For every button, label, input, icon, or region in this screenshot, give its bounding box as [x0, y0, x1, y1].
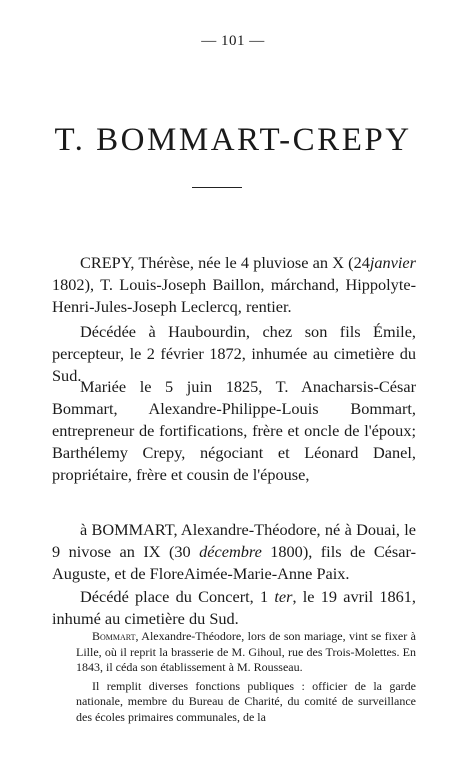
paragraph-spouse [52, 519, 416, 585]
paragraph-text: Décédée à Haubourdin, chez son fils Émile, percepteur, le 2 février 1872, inhumée au cimetière du Sud. [52, 322, 416, 385]
text-run: 1800), fils de César-Auguste, et de FloreAimée-Marie-Anne Paix. [52, 542, 416, 583]
paragraph-text: Mariée le 5 juin 1825, T. Anacharsis-César Bommart, Alexandre-Philippe-Louis Bommart, entrepreneur de fortifications, frère et oncle de l'époux; Barthélemy Crepy, négociant et Léonard Danel, propriétaire, frère et cousin de l'épouse, [52, 377, 416, 484]
text-run-italic: décembre [199, 542, 262, 561]
footnote-text: , Alexandre-Théodore, lors de son mariage, vint se fixer à Lille, où il reprit la brasserie de M. Gihoul, rue des Trois-Molettes. En 1843, il céda son établissement à M. Rousseau. [76, 629, 416, 674]
footnote-text: Il remplit diverses fonctions publiques : officier de la garde nationale, membre du Bureau de Charité, du comité de surveillance des écoles primaires communales, de la [76, 678, 416, 724]
footnote [76, 629, 416, 728]
text-run: à BOMMART, Alexandre-Théodore, né à Douai, le 9 nivose an IX (30 [52, 520, 416, 561]
page-number: — 101 — [201, 33, 265, 49]
page-title: T. BOMMART-CREPY [54, 122, 412, 158]
text-run: 1802), T. Louis-Joseph Baillon, márchand, Hippolyte-Henri-Jules-Joseph Leclercq, rentier. [52, 275, 416, 316]
title-divider [192, 187, 242, 188]
paragraph-marriage [52, 376, 416, 486]
text-run-italic: janvier [369, 253, 416, 272]
text-run-italic: ter [274, 587, 293, 606]
paragraph-spouse-death [52, 586, 416, 630]
footnote-name: Bommart [92, 629, 136, 643]
paragraph-birth [52, 252, 416, 318]
text-run: Décédé place du Concert, 1 [80, 587, 275, 606]
text-run: CREPY, Thérèse, née le 4 pluviose an X (24 [80, 253, 370, 272]
text-run: , le 19 avril 1861, inhumé au cimetière du Sud. [52, 587, 416, 628]
